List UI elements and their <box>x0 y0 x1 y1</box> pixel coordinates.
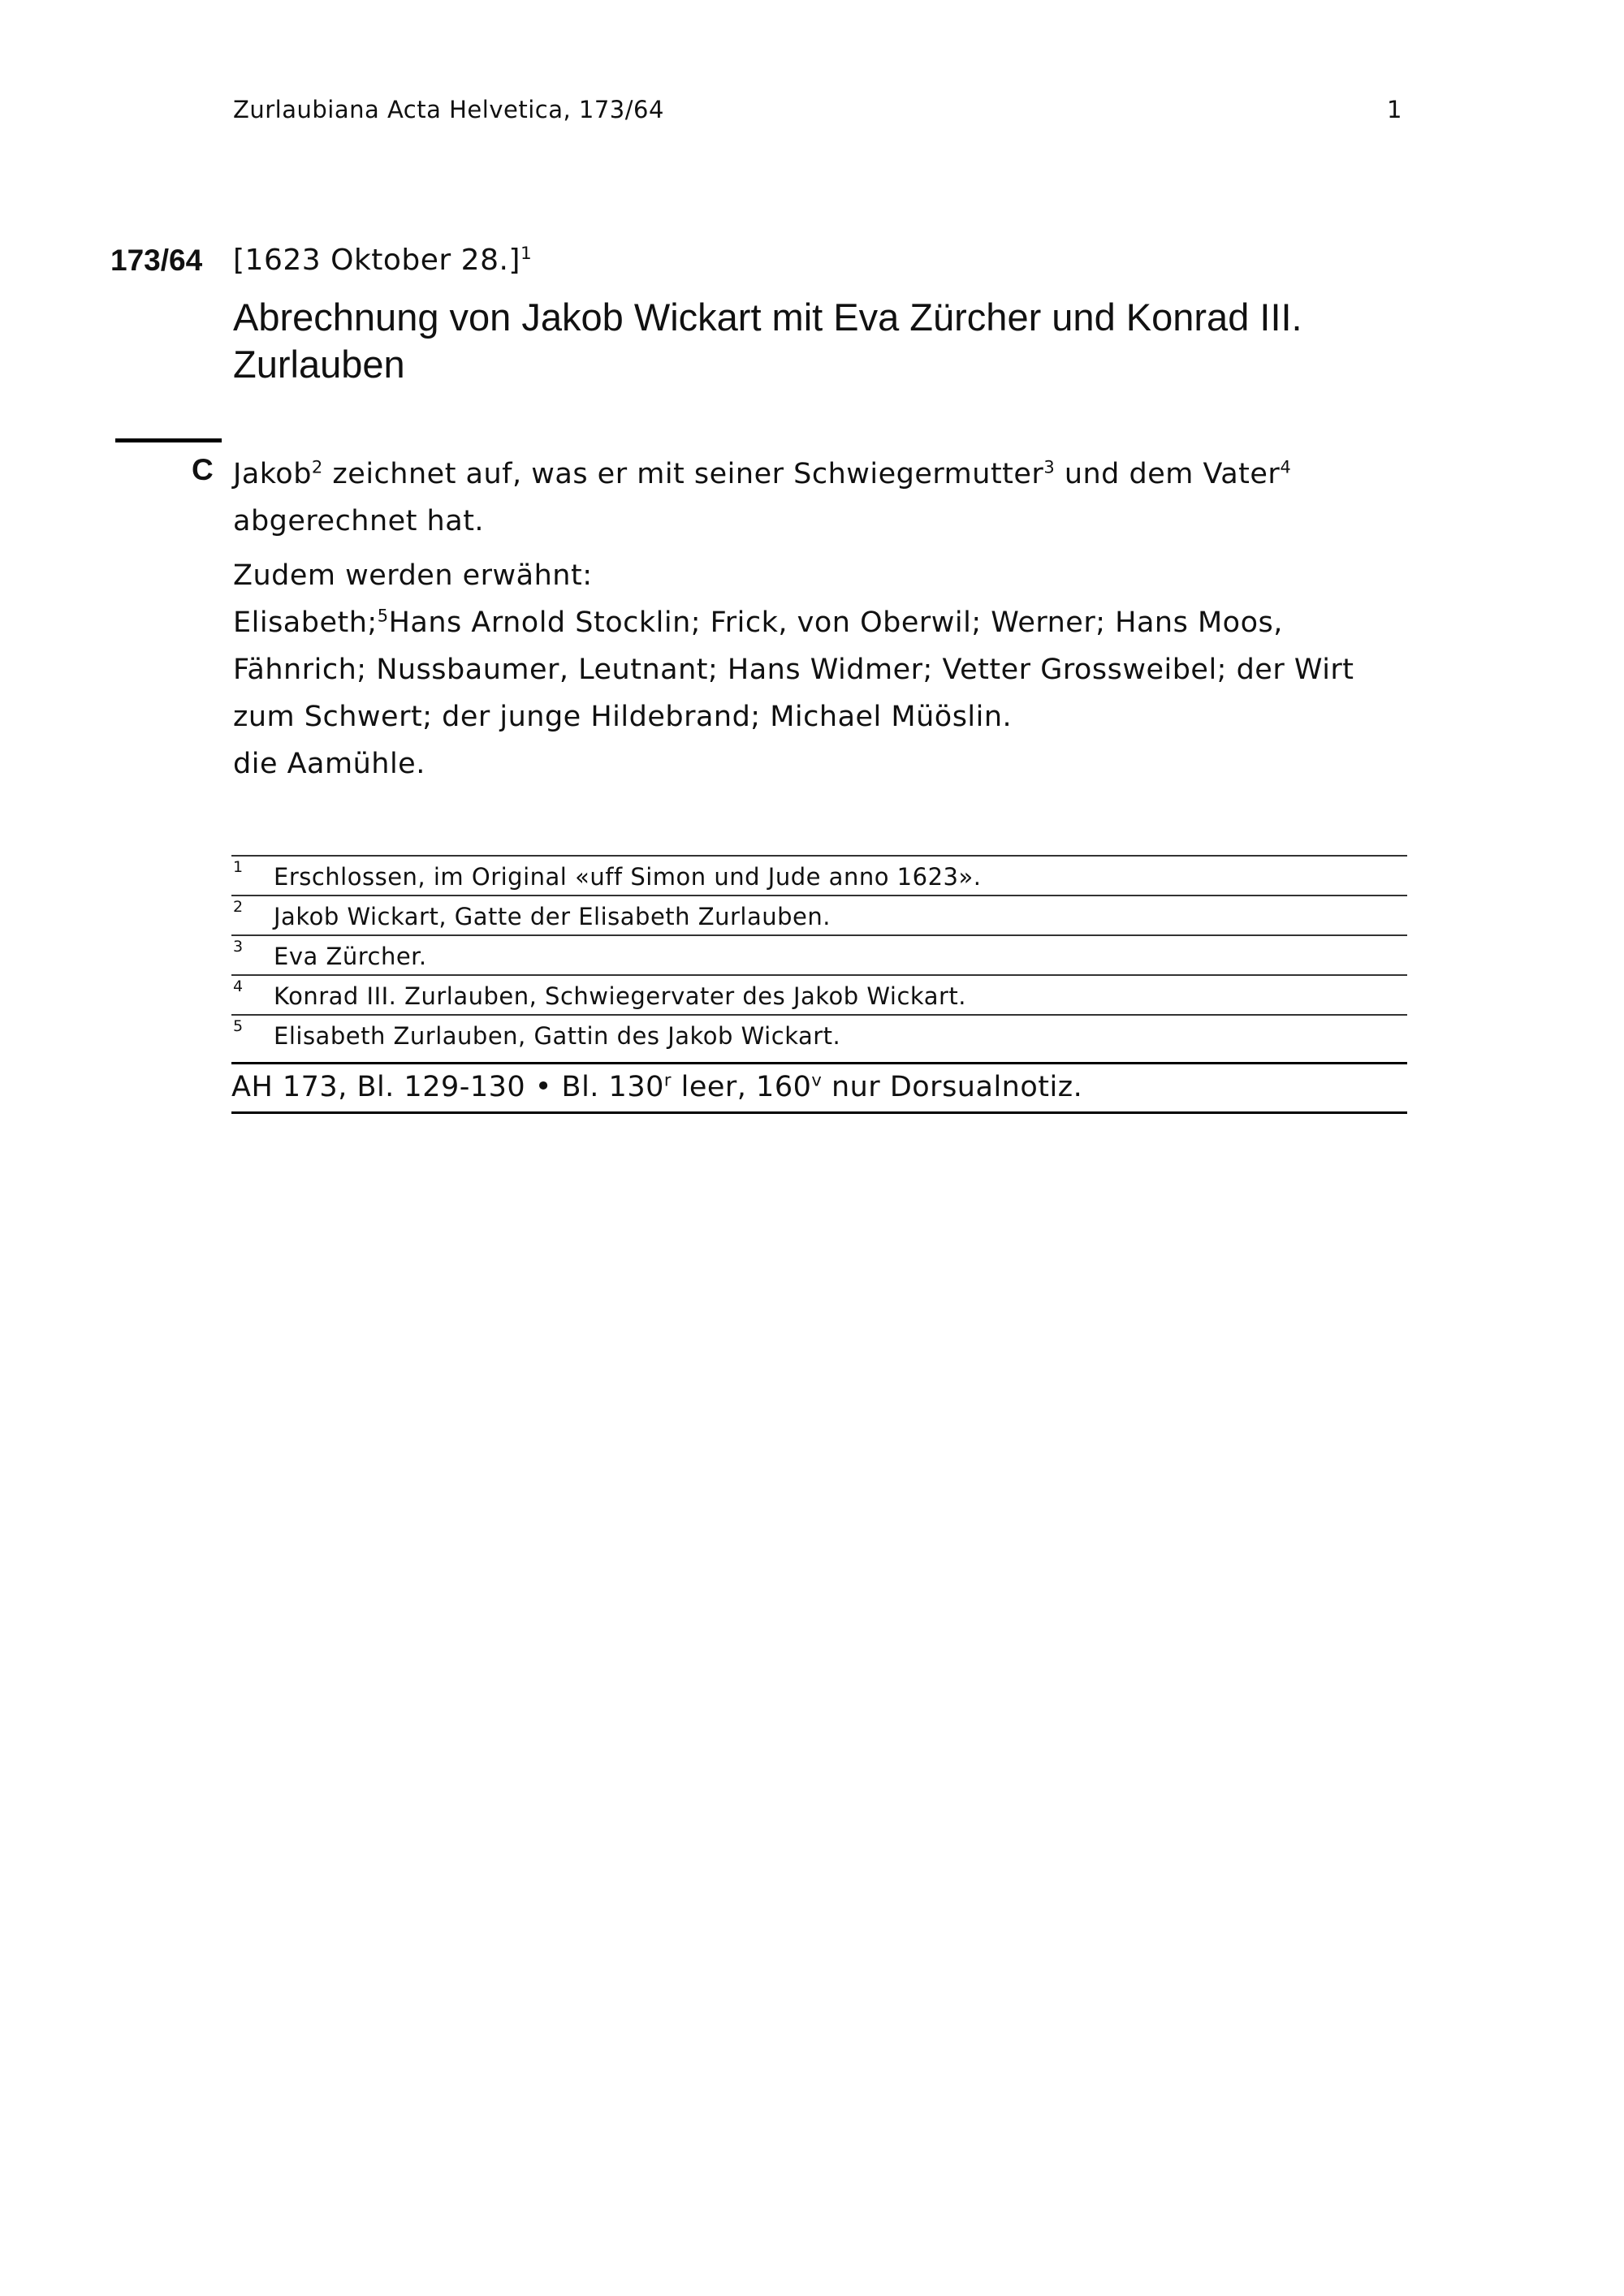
summary <box>233 451 1410 545</box>
footnote-ref: 3 <box>1043 457 1056 477</box>
document-date <box>233 244 532 277</box>
footnote <box>231 974 1407 1014</box>
running-head: Zurlaubiana Acta Helvetica, 173/64 <box>233 96 664 123</box>
footnote <box>231 895 1407 934</box>
source-text: AH 173, Bl. 129-130 • Bl. 130 <box>231 1071 664 1103</box>
mentions-text: Elisabeth; <box>233 606 378 639</box>
source-reference <box>231 1062 1407 1114</box>
footnote <box>231 855 1407 895</box>
page-number: 1 <box>1387 96 1402 123</box>
footnotes <box>231 855 1407 1114</box>
document-type-letter: C <box>192 453 214 486</box>
summary-text: und dem Vater <box>1055 458 1281 490</box>
mentions-text: Hans Arnold Stocklin; Frick, von Oberwil; Werner; Hans Moos, Fähnrich; Nussbaumer, Leutnant; Hans Widmer; Vetter Grossweibel; der Wirt zum Schwert; der junge Hildebrand; Michael Müöslin. <box>233 606 1354 733</box>
footnote-number: 4 <box>233 978 244 995</box>
footnote-text: Elisabeth Zurlauben, Gattin des Jakob Wickart. <box>274 1022 841 1050</box>
footnote <box>231 934 1407 974</box>
recto-mark: r <box>663 1070 672 1090</box>
mentions-persons <box>233 599 1410 740</box>
footnote-ref: 2 <box>311 457 323 477</box>
source-text: leer, 160 <box>672 1071 812 1103</box>
mentions <box>233 552 1410 788</box>
footnote-ref: 1 <box>520 244 533 264</box>
footnote-ref: 4 <box>1280 457 1292 477</box>
footnote <box>231 1014 1407 1054</box>
summary-text: abgerechnet hat. <box>233 505 485 537</box>
footnote-number: 3 <box>233 938 244 956</box>
summary-text: Jakob <box>233 458 312 490</box>
footnote-text: Konrad III. Zurlauben, Schwiegervater des Jakob Wickart. <box>274 982 966 1010</box>
footnote-number: 1 <box>233 858 244 876</box>
footnote-text: Jakob Wickart, Gatte der Elisabeth Zurlauben. <box>274 903 831 930</box>
verso-mark: v <box>811 1070 823 1090</box>
document-title: Abrechnung von Jakob Wickart mit Eva Zürcher und Konrad III. Zurlauben <box>233 296 1302 386</box>
footnote-number: 2 <box>233 898 244 916</box>
source-text: nur Dorsualnotiz. <box>822 1071 1083 1103</box>
mentions-intro: Zudem werden erwähnt: <box>233 559 593 592</box>
footnote-text: Eva Zürcher. <box>274 943 427 970</box>
separator-rule <box>115 438 222 442</box>
footnote-text: Erschlossen, im Original «uff Simon und Jude anno 1623». <box>274 863 982 891</box>
footnote-ref: 5 <box>377 606 389 626</box>
mentions-places: die Aamühle. <box>233 748 425 780</box>
footnote-number: 5 <box>233 1017 244 1035</box>
summary-text: zeichnet auf, was er mit seiner Schwiegermutter <box>322 458 1044 490</box>
date-text: [1623 Oktober 28.] <box>233 244 520 277</box>
document-number: 173/64 <box>110 244 203 277</box>
